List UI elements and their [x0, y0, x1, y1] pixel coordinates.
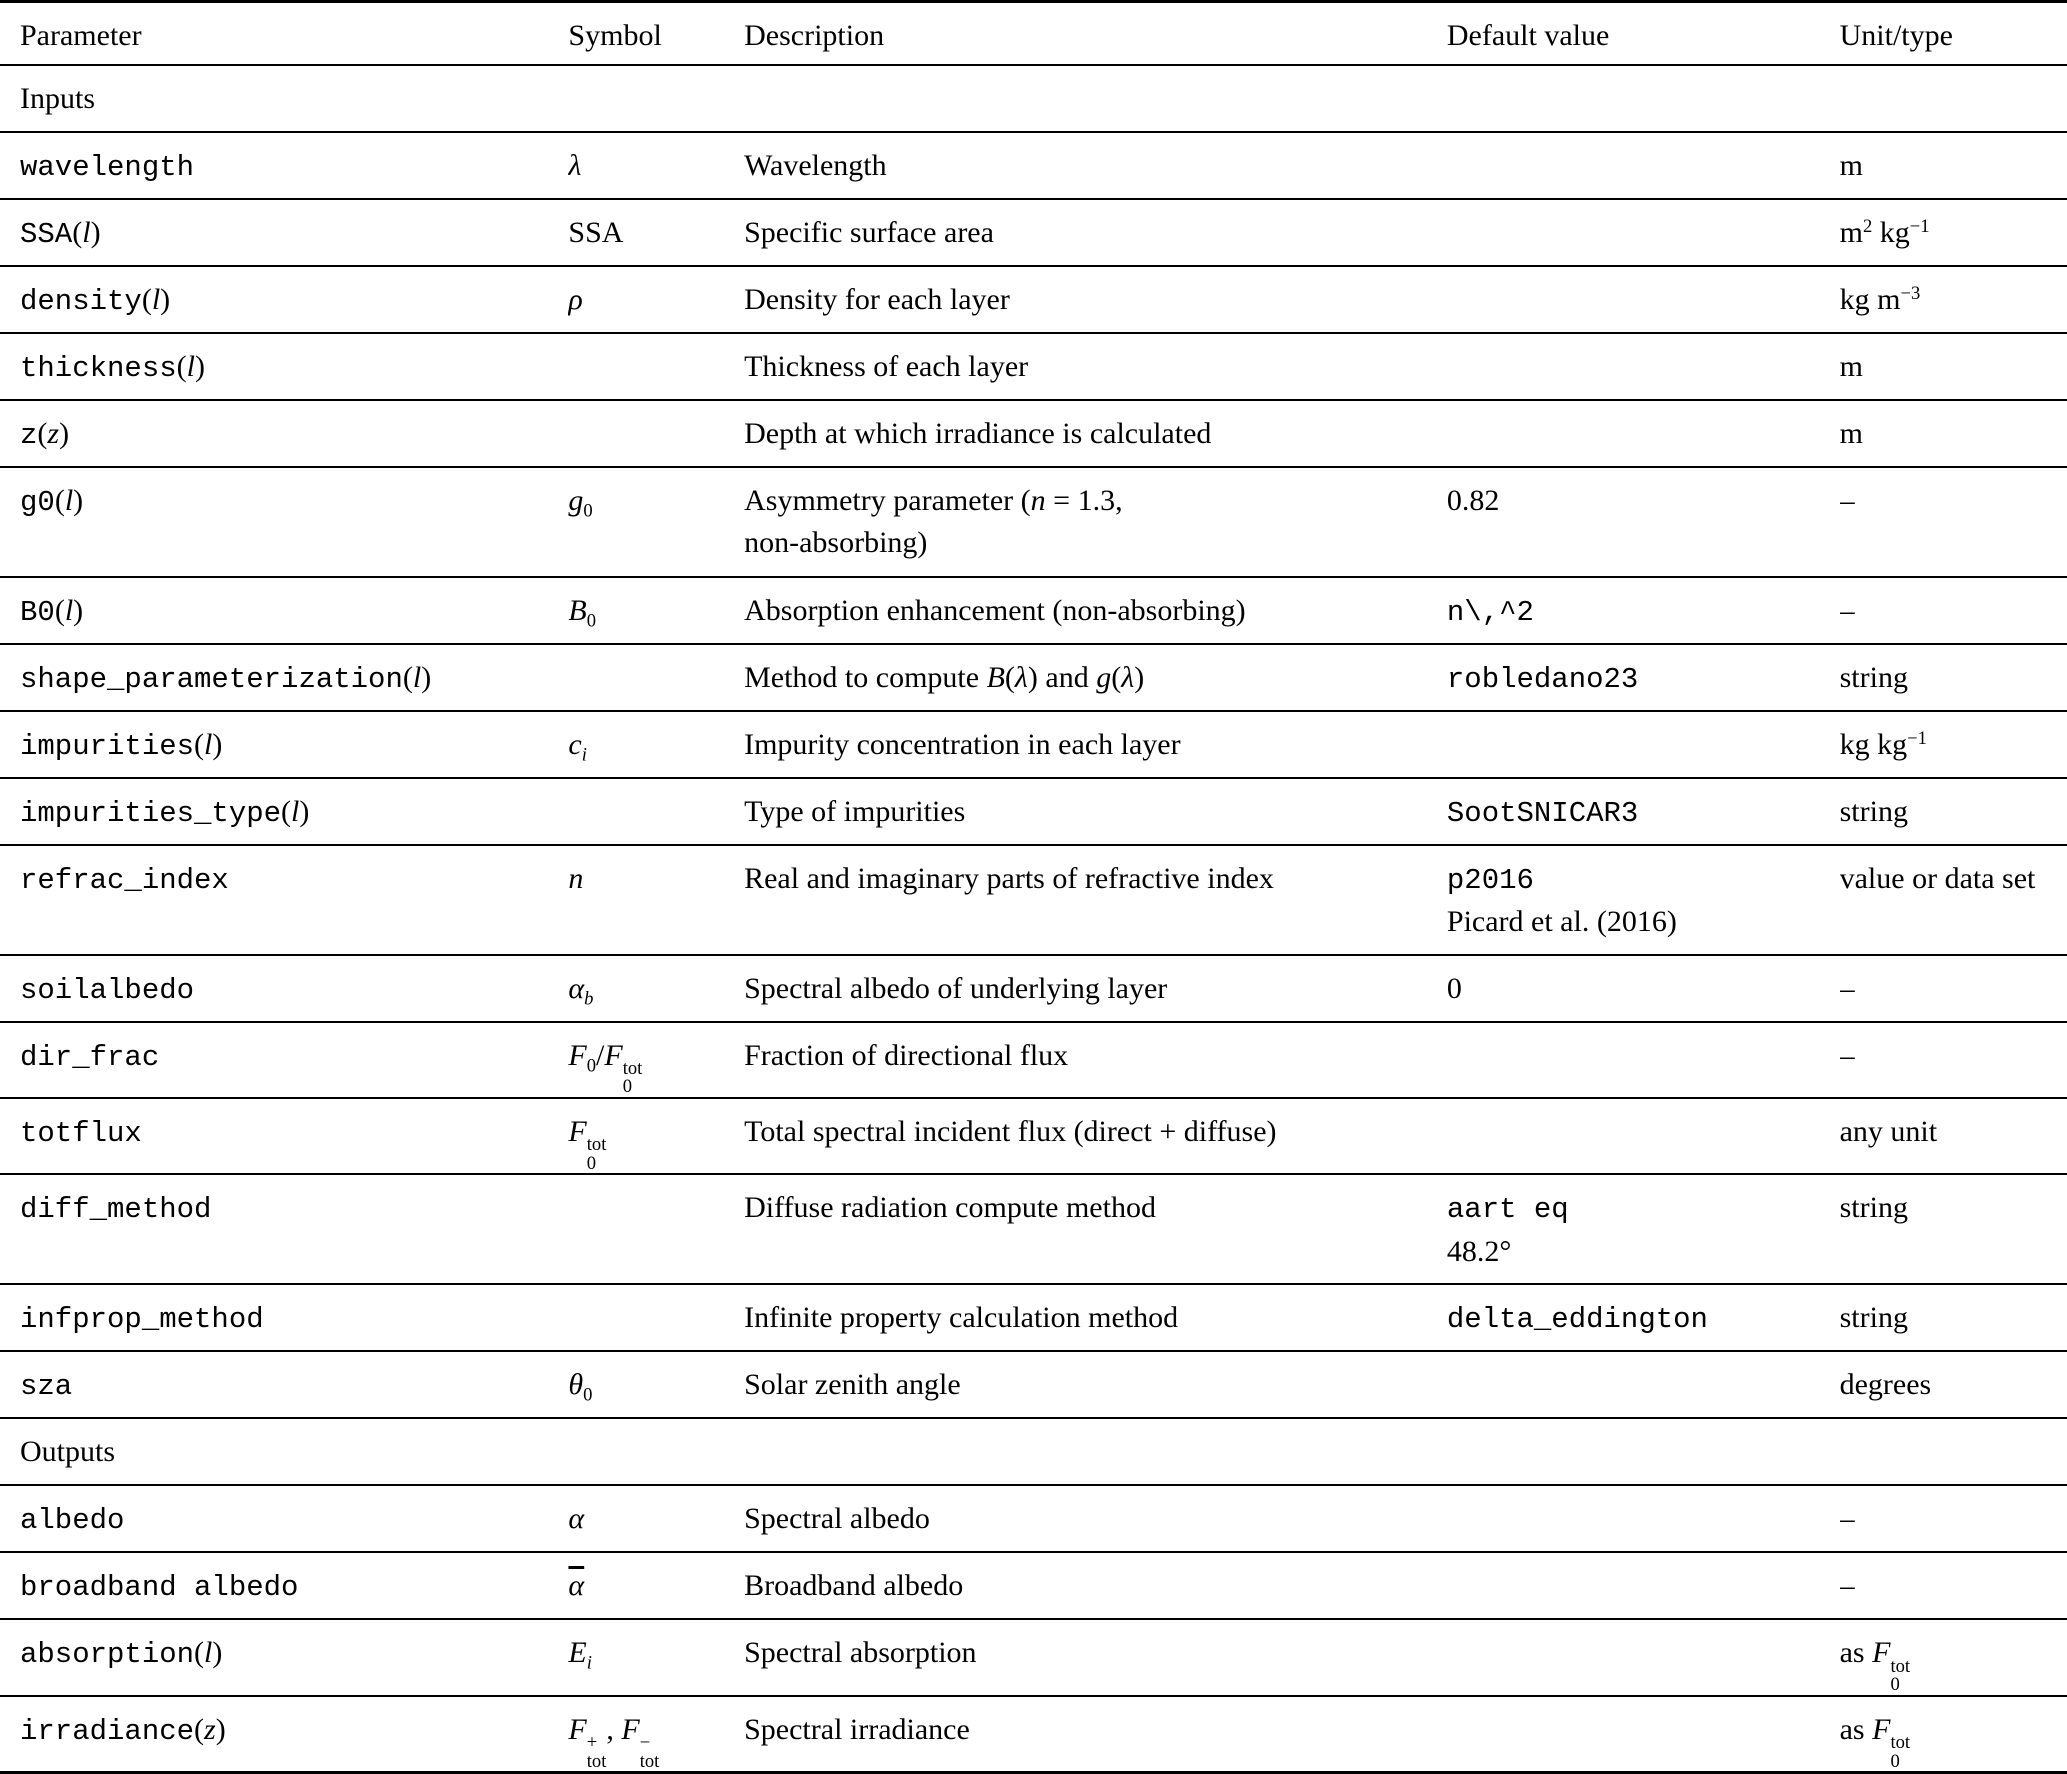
- unit-type-cell: –: [1839, 1038, 1855, 1072]
- param-cell: [0, 711, 568, 778]
- description-cell: Broadband albedo: [744, 1569, 964, 1603]
- description-cell: Spectral absorption: [744, 1636, 977, 1670]
- param-cell: [0, 400, 568, 467]
- param-name: shape_parameterization: [20, 662, 403, 696]
- param-arg: (z): [37, 416, 70, 450]
- param-name: SSA: [20, 217, 73, 251]
- section-label: Outputs: [20, 1435, 116, 1469]
- param-name: refrac_index: [20, 863, 229, 897]
- param-cell: [0, 132, 568, 199]
- default-value-cell: [1447, 711, 1840, 778]
- table-row: [0, 577, 2067, 644]
- table-row: [0, 400, 2067, 467]
- unit-type-cell: m: [1839, 416, 1863, 450]
- default-value-cell: [1447, 333, 1840, 400]
- unit-type-cell: –: [1839, 593, 1855, 627]
- param-cell: [0, 1284, 568, 1351]
- section-label: Inputs: [20, 81, 95, 115]
- param-arg: (l): [194, 1636, 223, 1670]
- unit-type-cell: –: [1839, 483, 1855, 517]
- symbol-cell: $E_i$: [568, 1636, 592, 1674]
- unit-type-cell: as F tot 0: [1839, 1636, 1911, 1696]
- description-cell: Density for each layer: [744, 282, 1010, 316]
- unit-type-cell: degrees: [1839, 1368, 1932, 1402]
- param-cell: [0, 845, 568, 955]
- param-cell: [0, 266, 568, 333]
- table-header: [0, 2, 2067, 65]
- default-value-cell: [1447, 400, 1840, 467]
- default-value-cell: delta_eddington: [1446, 1303, 1708, 1337]
- unit-type-cell: string: [1839, 1191, 1908, 1225]
- param-name: g0: [20, 485, 55, 519]
- column-header-unit-type: Unit/type: [1839, 19, 1953, 52]
- default-value-cell: [1447, 1619, 1840, 1695]
- table-row: [0, 1351, 2067, 1418]
- param-arg: (l): [141, 282, 171, 316]
- table-row: [0, 1022, 2067, 1098]
- symbol-cell: [568, 333, 744, 400]
- description-cell: Impurity concentration in each layer: [744, 727, 1181, 761]
- unit-type-cell: –: [1839, 971, 1855, 1005]
- default-value-cell: [1447, 1351, 1840, 1418]
- symbol-cell: [568, 1284, 744, 1351]
- table-row: [0, 778, 2067, 845]
- default-value-cell: [1447, 132, 1840, 199]
- table-row: [0, 1284, 2067, 1351]
- symbol-cell: $F_0/F$ tot 0: [568, 1038, 643, 1098]
- description-cell: Asymmetry parameter (n = 1.3, non-absorbing): [744, 483, 1123, 559]
- param-cell: [0, 467, 568, 577]
- param-cell: [0, 778, 568, 845]
- param-name: z: [20, 418, 38, 452]
- table-row: [0, 333, 2067, 400]
- description-cell: Fraction of directional flux: [744, 1038, 1069, 1072]
- param-cell: [0, 333, 568, 400]
- symbol-cell: [568, 778, 744, 845]
- description-cell: Method to compute B(λ) and g(λ): [744, 660, 1145, 694]
- description-cell: Solar zenith angle: [744, 1368, 961, 1402]
- symbol-cell: ρ: [568, 282, 583, 316]
- symbol-cell: $\theta_0$: [568, 1368, 593, 1406]
- default-value-cell: [1447, 1696, 1840, 1773]
- param-name: albedo: [20, 1504, 125, 1538]
- unit-type-cell: string: [1839, 794, 1908, 828]
- param-cell: [0, 1098, 568, 1174]
- description-cell: Diffuse radiation compute method: [744, 1191, 1156, 1225]
- table-row: [0, 711, 2067, 778]
- symbol-cell: α: [568, 1502, 585, 1536]
- description-cell: Infinite property calculation method: [744, 1301, 1179, 1335]
- symbol-cell: $\overline{\alpha}$: [568, 1569, 585, 1603]
- table-row: [0, 266, 2067, 333]
- table-row: [0, 1619, 2067, 1695]
- unit-type-cell: m: [1839, 349, 1863, 383]
- param-name: broadband albedo: [20, 1571, 299, 1605]
- section-row: [0, 65, 2067, 132]
- symbol-cell: $g_0$: [568, 483, 593, 521]
- table-row: [0, 467, 2067, 577]
- param-arg: (l): [54, 483, 84, 517]
- symbol-cell: $\alpha_b$: [568, 971, 594, 1009]
- param-arg: (z): [194, 1712, 226, 1746]
- table-row: [0, 845, 2067, 955]
- unit-type-cell: kg $m^{-3}$: [1839, 282, 1921, 316]
- table-row: [0, 132, 2067, 199]
- default-value-cell: [1447, 1552, 1840, 1619]
- description-cell: Wavelength: [744, 148, 887, 182]
- column-header-symbol: Symbol: [568, 19, 662, 52]
- unit-type-cell: as F tot 0: [1839, 1712, 1911, 1772]
- column-header-description: Description: [744, 19, 885, 52]
- symbol-cell: λ: [568, 148, 582, 182]
- param-name: sza: [20, 1370, 73, 1404]
- symbol-cell: [568, 1174, 744, 1284]
- param-cell: [0, 577, 568, 644]
- table-row: [0, 1098, 2067, 1174]
- default-value-cell: 0.82: [1446, 483, 1500, 517]
- default-value-cell: [1447, 1022, 1840, 1098]
- description-cell: Spectral albedo of underlying layer: [744, 971, 1168, 1005]
- unit-type-cell: –: [1839, 1569, 1855, 1603]
- default-value-cell: p2016 Picard et al. (2016): [1446, 863, 1677, 939]
- symbol-cell: [568, 644, 744, 711]
- description-cell: Total spectral incident flux (direct + diffuse): [744, 1114, 1277, 1148]
- param-cell: [0, 644, 568, 711]
- unit-type-cell: m: [1839, 148, 1863, 182]
- unit-type-cell: string: [1839, 1301, 1908, 1335]
- column-header-parameter: Parameter: [20, 19, 142, 52]
- param-cell: [0, 955, 568, 1022]
- table-row: [0, 1485, 2067, 1552]
- symbol-cell: SSA: [568, 215, 624, 249]
- param-name: density: [20, 284, 142, 318]
- param-name: totflux: [20, 1116, 142, 1150]
- param-arg: (l): [402, 660, 432, 694]
- column-header-default-value: Default value: [1446, 19, 1610, 52]
- description-cell: Spectral irradiance: [744, 1712, 970, 1746]
- unit-type-cell: value or data set: [1839, 861, 2036, 895]
- param-name: absorption: [20, 1638, 195, 1672]
- unit-type-cell: –: [1839, 1502, 1855, 1536]
- symbol-cell: n: [568, 861, 584, 895]
- symbol-cell: $c_i$: [568, 727, 587, 765]
- table-row: [0, 199, 2067, 266]
- description-cell: Absorption enhancement (non-absorbing): [744, 593, 1246, 627]
- symbol-cell: F tot 0: [568, 1114, 607, 1174]
- param-name: dir_frac: [20, 1040, 160, 1074]
- param-cell: [0, 1351, 568, 1418]
- table-row: [0, 1552, 2067, 1619]
- param-arg: (l): [281, 794, 310, 828]
- param-name: soilalbedo: [20, 973, 195, 1007]
- unit-type-cell: any unit: [1839, 1114, 1938, 1148]
- param-name: irradiance: [20, 1714, 195, 1748]
- table-row: [0, 644, 2067, 711]
- symbol-cell: [568, 400, 744, 467]
- default-value-cell: [1447, 1485, 1840, 1552]
- param-name: diff_method: [20, 1193, 212, 1227]
- param-arg: (l): [54, 593, 84, 627]
- param-name: wavelength: [20, 150, 195, 184]
- unit-type-cell: $m^2$ $kg^{-1}$: [1839, 215, 1930, 249]
- param-arg: (l): [176, 349, 205, 383]
- param-name: thickness: [20, 351, 177, 385]
- default-value-cell: [1447, 199, 1840, 266]
- param-cell: [0, 1696, 568, 1773]
- description-cell: Thickness of each layer: [744, 349, 1029, 383]
- header-row: [0, 2, 2067, 65]
- default-value-cell: 0: [1446, 971, 1462, 1005]
- param-cell: [0, 1552, 568, 1619]
- default-value-cell: n\,^2: [1446, 595, 1534, 629]
- param-arg: (l): [194, 727, 223, 761]
- symbol-cell: F + tot , F − tot: [568, 1712, 660, 1772]
- default-value-cell: robledano23: [1446, 662, 1639, 696]
- description-cell: Type of impurities: [744, 794, 966, 828]
- table-row: [0, 1174, 2067, 1284]
- description-cell: Depth at which irradiance is calculated: [744, 416, 1212, 450]
- default-value-cell: [1447, 1098, 1840, 1174]
- unit-type-cell: string: [1839, 660, 1908, 694]
- table-row: [0, 1696, 2067, 1773]
- param-name: impurities: [20, 729, 195, 763]
- param-arg: (l): [72, 215, 101, 249]
- section-row: [0, 1418, 2067, 1485]
- param-cell: [0, 1022, 568, 1098]
- table-body: [0, 65, 2067, 1773]
- description-cell: Specific surface area: [744, 215, 994, 249]
- table-row: [0, 955, 2067, 1022]
- param-name: B0: [20, 595, 55, 629]
- unit-type-cell: kg $kg^{-1}$: [1839, 727, 1927, 761]
- param-cell: [0, 199, 568, 266]
- default-value-cell: SootSNICAR3: [1446, 796, 1639, 830]
- param-cell: [0, 1485, 568, 1552]
- param-name: infprop_method: [20, 1303, 264, 1337]
- symbol-cell: $B_0$: [568, 593, 597, 631]
- default-value-cell: aart eq 48.2°: [1446, 1193, 1569, 1269]
- param-name: impurities_type: [20, 796, 282, 830]
- default-value-cell: [1447, 266, 1840, 333]
- description-cell: Real and imaginary parts of refractive index: [744, 861, 1274, 895]
- description-cell: Spectral albedo: [744, 1502, 930, 1536]
- param-cell: [0, 1174, 568, 1284]
- param-cell: [0, 1619, 568, 1695]
